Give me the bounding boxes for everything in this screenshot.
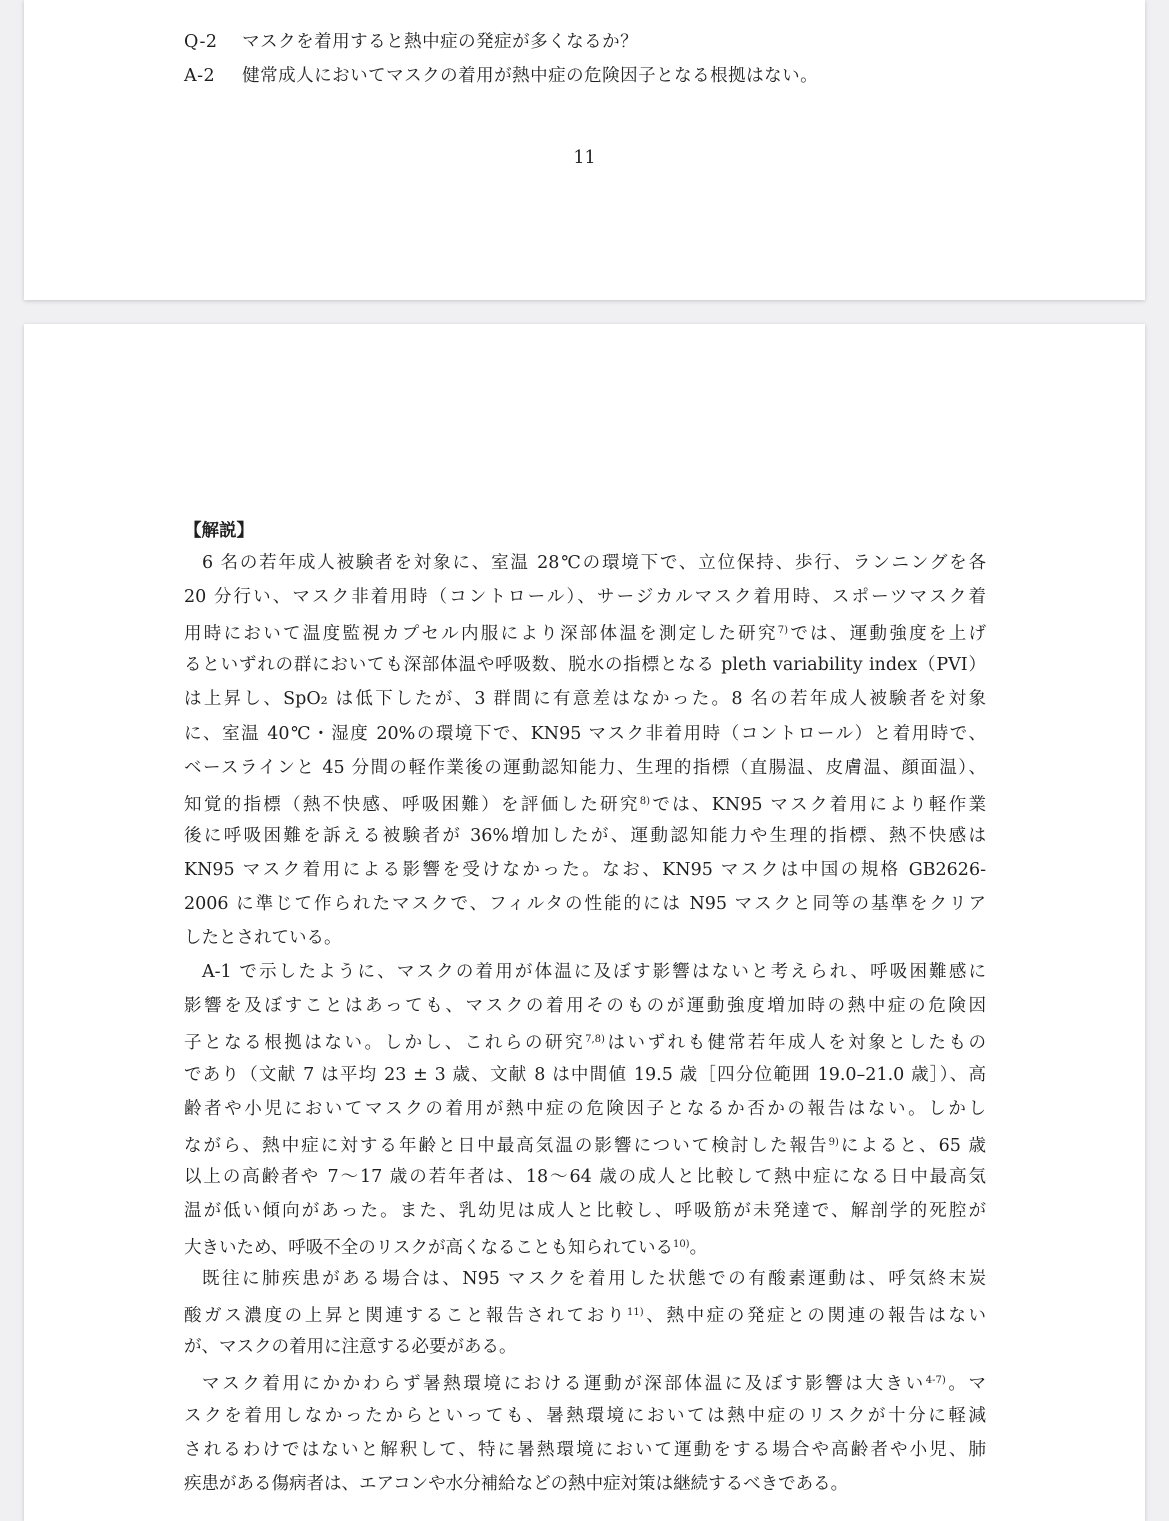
body-line-text: 用時において温度監視カプセル内服により深部体温を測定した研究: [184, 624, 778, 644]
body-line-tail: はいずれも健常若年成人を対象としたもの: [604, 1033, 986, 1053]
body-line: [184, 756, 986, 780]
body-line: [184, 722, 986, 746]
body-line-tail: では、運動強度を上げ: [788, 624, 986, 644]
body-line-tail: 、熱中症の発症との関連の報告はない: [643, 1306, 986, 1326]
body-line-tail: によると、65 歳: [838, 1135, 986, 1155]
body-line-text: は上昇し、SpO₂ は低下したが、3 群間に有意差はなかった。8 名の若年成人被験者を対象: [184, 689, 986, 710]
body-line: [184, 1438, 986, 1462]
body-line-text: 以上の高齢者や 7〜17 歳の若年者は、18〜64 歳の成人と比較して熱中症になる日中最高気: [184, 1166, 986, 1187]
body-line-text: ながら、熱中症に対する年齢と日中最高気温の影響について検討した報告: [184, 1135, 829, 1155]
body-line-text: 6 名の若年成人被験者を対象に、室温 28℃の環境下で、立位保持、歩行、ランニングを各: [202, 553, 986, 573]
reference-superscript: 11): [627, 1307, 644, 1319]
reference-superscript: 8): [639, 795, 651, 807]
body-line-text: 大きいため、呼吸不全のリスクが高くなることも知られている: [184, 1238, 673, 1257]
body-line: [184, 994, 986, 1018]
body-line: [184, 1301, 986, 1325]
body-line: [184, 1369, 986, 1393]
body-line: [184, 892, 986, 916]
reference-superscript: 10): [672, 1239, 690, 1250]
body-line-text: 子となる根拠はない。しかし、これらの研究: [184, 1033, 586, 1053]
body-line: [184, 1199, 986, 1223]
body-line-text: に、室温 40℃・湿度 20%の環境下で、KN95 マスク非着用時（コントロール）と着用時で、: [184, 723, 986, 744]
body-line-text: 疾患がある傷病者は、エアコンや水分補給などの熱中症対策は継続するべきである。: [184, 1473, 849, 1494]
body-line-text: ベースラインと 45 分間の軽作業後の運動認知能力、生理的指標（直腸温、皮膚温、顔面温）、: [184, 757, 986, 778]
body-line: [184, 824, 986, 848]
question-tag: Q-2: [184, 32, 218, 52]
body-line-text: 齢者や小児においてマスクの着用が熱中症の危険因子となるか否かの報告はない。しかし: [184, 1098, 986, 1119]
body-line: [184, 619, 986, 643]
body-line: [184, 585, 986, 609]
answer-text: 健常成人においてマスクの着用が熱中症の危険因子となる根拠はない。: [242, 66, 819, 86]
reference-superscript: 7): [777, 625, 789, 637]
body-line: [184, 687, 986, 711]
answer-tag: A-2: [184, 66, 216, 86]
body-line-text: 20 分行い、マスク非着用時（コントロール）、サージカルマスク着用時、スポーツマスク着: [184, 587, 986, 608]
reference-superscript: 7,8): [585, 1034, 605, 1046]
body-line-text: 温が低い傾向があった。また、乳幼児は成人と比較し、呼吸筋が未発達で、解剖学的死腔が: [184, 1200, 986, 1221]
body-line: [184, 1267, 986, 1291]
body-line-text: 影響を及ぼすことはあっても、マスクの着用そのものが運動強度増加時の熱中症の危険因: [184, 996, 986, 1017]
body-line-tail: 。マ: [945, 1374, 986, 1394]
reference-superscript: 4-7): [925, 1375, 946, 1387]
body-line-text: であり（文献 7 は平均 23 ± 3 歳、文献 8 は中間値 19.5 歳［四分位範囲 19.0–21.0 歳］）、高: [184, 1064, 986, 1085]
body-line-text: A-1 で示したように、マスクの着用が体温に及ぼす影響はないと考えられ、呼吸困難感に: [202, 962, 986, 983]
body-line-text: 既往に肺疾患がある場合は、N95 マスクを着用した状態での有酸素運動は、呼気終末炭: [202, 1269, 986, 1290]
body-line-text: したとされている。: [184, 928, 342, 949]
body-line-text: されるわけではないと解釈して、特に暑熱環境において運動をする場合や高齢者や小児、肺: [184, 1439, 986, 1460]
document-page-bottom: [24, 324, 1145, 1521]
body-line-text: KN95 マスク着用による影響を受けなかった。なお、KN95 マスクは中国の規格 GB2626-: [184, 859, 986, 880]
section-heading: 【解説】: [184, 521, 254, 541]
question-text: マスクを着用すると熱中症の発症が多くなるか？: [242, 32, 639, 52]
body-line-text: 2006 に準じて作られたマスクで、フィルタの性能的には N95 マスクと同等の基準をクリア: [184, 894, 986, 914]
body-line: [184, 1097, 986, 1121]
body-line: [184, 858, 986, 882]
body-line: [184, 1404, 986, 1428]
body-line-text: るといずれの群においても深部体温や呼吸数、脱水の指標となる pleth variability index（PVI）: [184, 655, 986, 676]
body-line-text: マスク着用にかかわらず暑熱環境における運動が深部体温に及ぼす影響は大きい: [202, 1374, 926, 1394]
body-line: [184, 1131, 986, 1155]
body-line-text: スクを着用しなかったからといっても、暑熱環境においては熱中症のリスクが十分に軽減: [184, 1405, 986, 1426]
body-line: [184, 1233, 986, 1257]
body-line: [184, 960, 986, 984]
body-line: [184, 790, 986, 814]
body-line-text: 後に呼吸困難を訴える被験者が 36%増加したが、運動認知能力や生理的指標、熱不快感は: [184, 825, 986, 846]
body-line: [184, 1335, 986, 1359]
body-line: [184, 653, 986, 677]
document-page-top: [24, 0, 1145, 300]
body-line-tail: 。: [689, 1238, 708, 1257]
body-line-text: 知覚的指標（熱不快感、呼吸困難）を評価した研究: [184, 794, 640, 814]
body-line: [184, 1472, 986, 1496]
body-line: [184, 1165, 986, 1189]
body-line: [184, 1028, 986, 1052]
reference-superscript: 9): [828, 1136, 839, 1148]
answer-line: [184, 62, 818, 87]
body-line-text: が、マスクの着用に注意する必要がある。: [184, 1337, 517, 1358]
body-line: [184, 926, 986, 950]
page-number: 11: [573, 148, 596, 168]
body-line-tail: では、KN95 マスク着用により軽作業: [650, 794, 986, 814]
body-line: [184, 1063, 986, 1087]
body-line-text: 酸ガス濃度の上昇と関連すること報告されており: [184, 1306, 628, 1326]
question-line: [184, 28, 638, 53]
body-line: [184, 551, 986, 575]
